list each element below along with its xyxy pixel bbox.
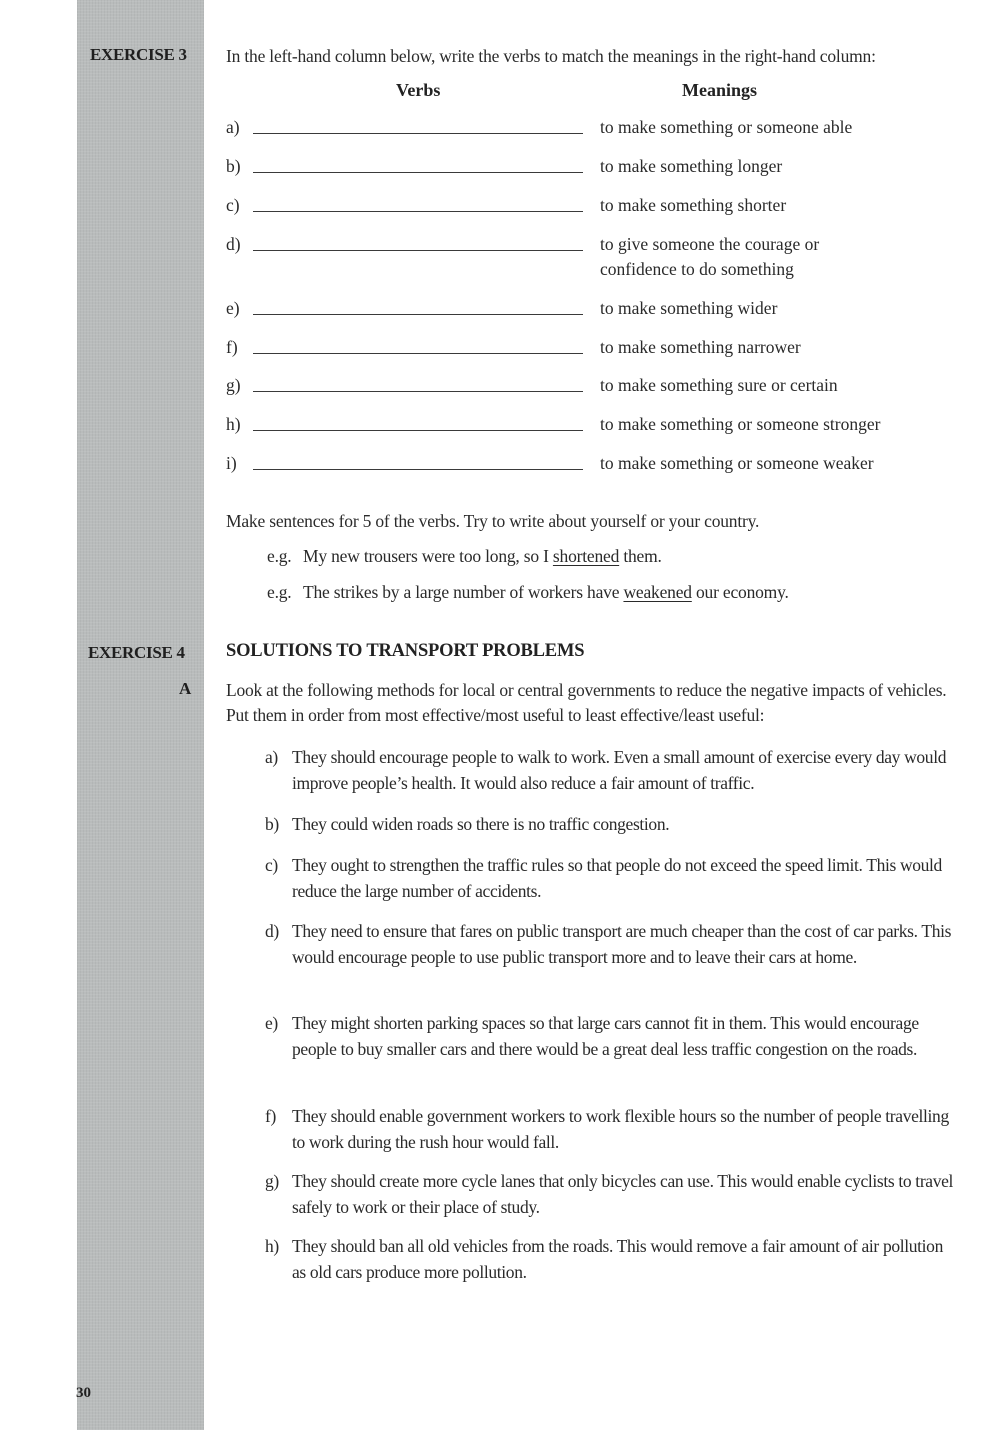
verb-meaning: to give someone the courage or confidence to do something (600, 234, 820, 279)
row-letter: d) (226, 234, 241, 254)
solution-item (265, 1104, 955, 1155)
verb-meaning: to make something or someone able (600, 117, 853, 137)
page-margin-band (77, 0, 204, 1430)
item-letter: c) (265, 855, 278, 875)
example-sentence (267, 580, 789, 605)
verb-answer-blank[interactable] (253, 211, 583, 212)
example-text-before: The strikes by a large number of workers have (303, 582, 624, 602)
verb-answer-blank[interactable] (253, 172, 583, 173)
row-letter: i) (226, 453, 237, 473)
verb-answer-blank[interactable] (253, 391, 583, 392)
row-letter: g) (226, 375, 241, 395)
exercise-4-instruction: Look at the following methods for local or central governments to reduce the negative impacts of vehicles. Put them in order from most effective/most useful to least effective/least useful: (226, 680, 947, 725)
example-prefix: e.g. (267, 582, 292, 602)
follow-up-instruction: Make sentences for 5 of the verbs. Try to write about yourself or your country. (226, 511, 760, 531)
example-prefix: e.g. (267, 546, 292, 566)
exercise-4-title: SOLUTIONS TO TRANSPORT PROBLEMS (226, 641, 585, 661)
part-a-label: A (179, 679, 192, 698)
item-letter: e) (265, 1013, 278, 1033)
item-letter: b) (265, 814, 279, 834)
item-text: They ought to strengthen the traffic rules so that people do not exceed the speed limit. This would reduce the large number of accidents. (292, 855, 942, 901)
meanings-column-header: Meanings (682, 80, 758, 100)
solution-item (265, 812, 955, 838)
solution-item (265, 745, 955, 796)
item-text: They should create more cycle lanes that only bicycles can use. This would enable cyclists to travel safely to work or their place of study. (292, 1171, 954, 1217)
exercise-3-label: EXERCISE 3 (90, 45, 187, 64)
item-text: They should encourage people to walk to work. Even a small amount of exercise every day would improve people’s health. It would also reduce a fair amount of traffic. (292, 747, 947, 793)
row-letter: c) (226, 195, 240, 215)
item-letter: f) (265, 1106, 276, 1126)
exercise-3-instruction: In the left-hand column below, write the verbs to match the meanings in the right-hand column: (226, 46, 876, 66)
item-text: They should ban all old vehicles from the roads. This would remove a fair amount of air pollution as old cars produce more pollution. (292, 1236, 943, 1282)
verb-meaning: to make something or someone stronger (600, 414, 881, 434)
example-text-before: My new trousers were too long, so I (303, 546, 553, 566)
item-text: They need to ensure that fares on public transport are much cheaper than the cost of car parks. This would encourage people to use public transport more and to leave their cars at home. (292, 921, 952, 967)
verb-meaning: to make something narrower (600, 337, 801, 357)
item-letter: h) (265, 1236, 279, 1256)
verb-answer-blank[interactable] (253, 314, 583, 315)
item-letter: d) (265, 921, 279, 941)
solution-item (265, 853, 955, 904)
exercise-4-label: EXERCISE 4 (88, 643, 185, 662)
solution-item (265, 1169, 955, 1220)
verb-meaning: to make something or someone weaker (600, 453, 874, 473)
verb-answer-blank[interactable] (253, 133, 583, 134)
example-text-after: our economy. (691, 582, 789, 602)
verb-answer-blank[interactable] (253, 353, 583, 354)
verbs-column-header: Verbs (396, 80, 441, 100)
verb-meaning: to make something shorter (600, 195, 787, 215)
item-text: They might shorten parking spaces so that large cars cannot fit in them. This would encourage people to buy smaller cars and there would be a great deal less traffic congestion on the roads. (292, 1013, 919, 1059)
solution-item (265, 1234, 955, 1285)
example-text-after: them. (619, 546, 662, 566)
row-letter: b) (226, 156, 241, 176)
row-letter: e) (226, 298, 240, 318)
verb-meaning: to make something wider (600, 298, 778, 318)
solution-item (265, 1011, 955, 1062)
verb-meaning: to make something sure or certain (600, 375, 838, 395)
item-text: They could widen roads so there is no traffic congestion. (292, 814, 670, 834)
verb-meaning: to make something longer (600, 156, 783, 176)
item-letter: g) (265, 1171, 279, 1191)
verb-answer-blank[interactable] (253, 469, 583, 470)
verb-answer-blank[interactable] (253, 250, 583, 251)
row-letter: h) (226, 414, 241, 434)
row-letter: a) (226, 117, 240, 137)
example-underlined-verb: weakened (623, 582, 692, 602)
item-letter: a) (265, 747, 278, 767)
solution-item (265, 919, 955, 970)
row-letter: f) (226, 337, 238, 357)
item-text: They should enable government workers to work flexible hours so the number of people travelling to work during the rush hour would fall. (292, 1106, 949, 1152)
example-sentence (267, 544, 662, 569)
page-number: 30 (76, 1385, 91, 1401)
example-underlined-verb: shortened (552, 546, 620, 566)
verb-answer-blank[interactable] (253, 430, 583, 431)
